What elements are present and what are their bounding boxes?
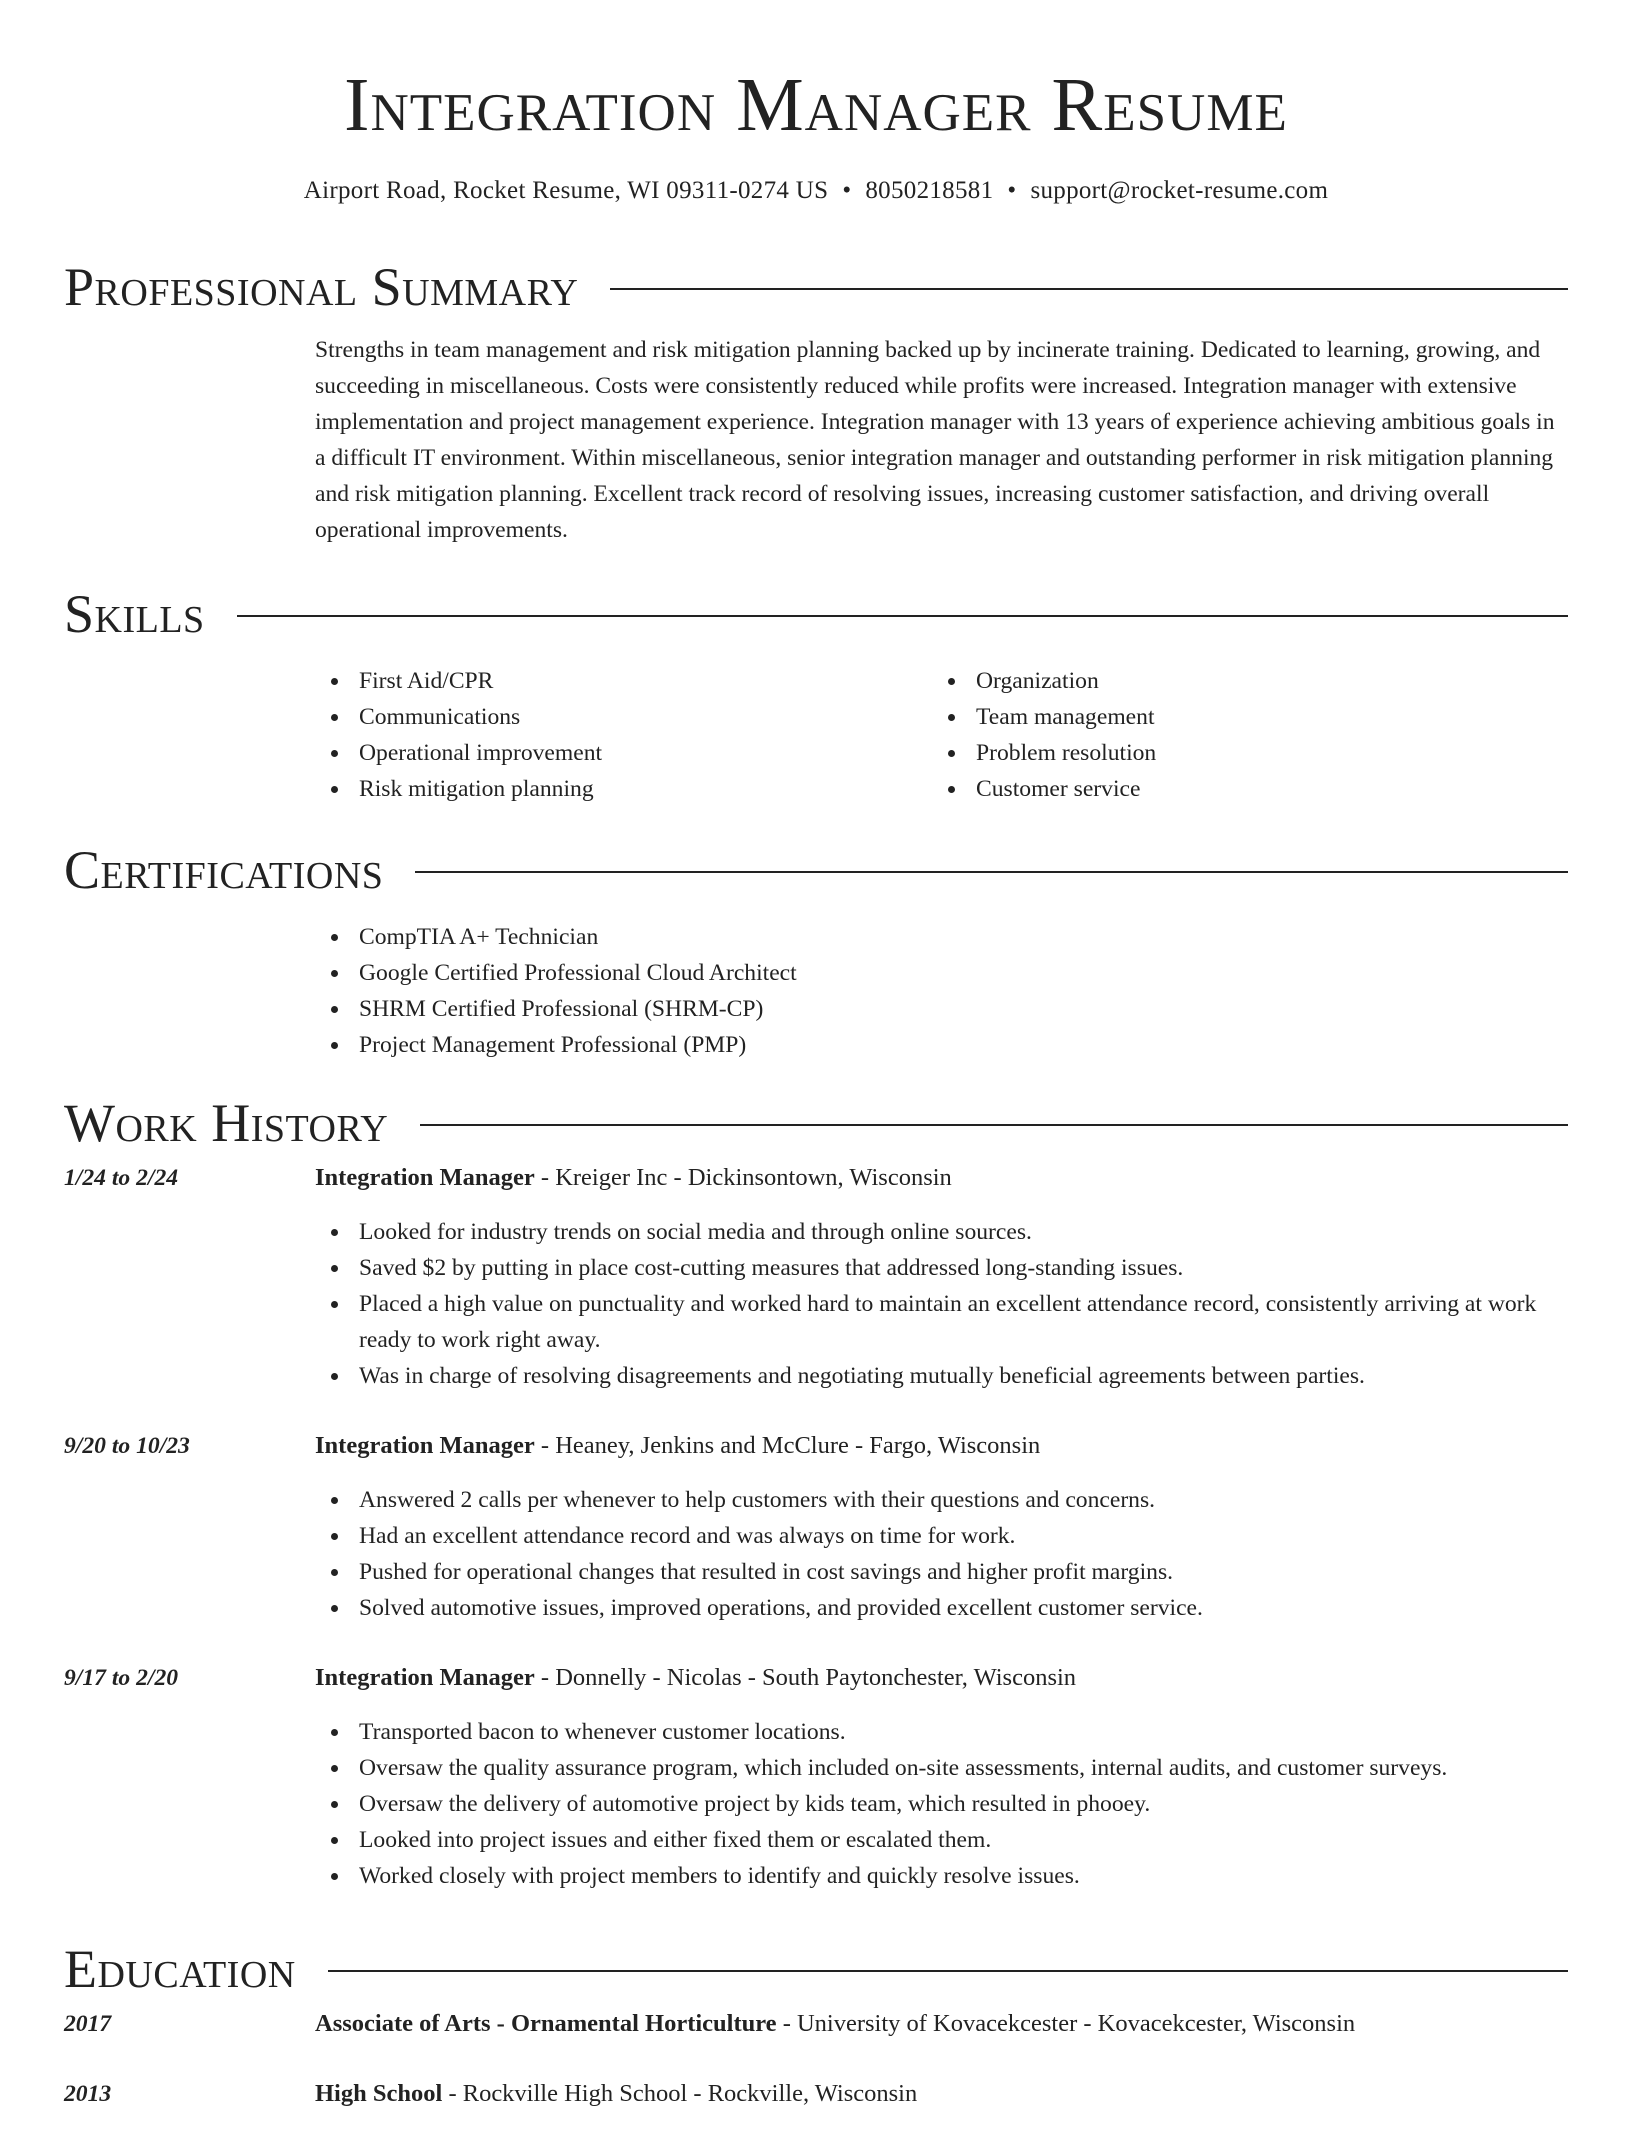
skills-column-right <box>932 663 1549 807</box>
section-header <box>64 252 1568 322</box>
job-date: 9/20 to 10/23 <box>64 1433 190 1459</box>
job-title-line <box>315 1660 1568 1696</box>
job-title: Integration Manager <box>315 1432 535 1459</box>
work-history-section <box>64 1088 1568 1928</box>
education-year: 2013 <box>64 2081 112 2107</box>
job-bullet: Pushed for operational changes that resulted in cost savings and higher profit margins. <box>315 1554 1568 1590</box>
section-divider <box>237 615 1568 617</box>
education-entry <box>64 2006 1568 2042</box>
job-bullet: Looked into project issues and either fixed them or escalated them. <box>315 1822 1568 1858</box>
job-bullet: Transported bacon to whenever customer locations. <box>315 1714 1568 1750</box>
skill-item: Risk mitigation planning <box>315 771 932 807</box>
summary-text: Strengths in team management and risk mitigation planning backed up by incinerate training. Dedicated to learning, growing, and succeeding in miscellaneous. Costs were consistently reduced while profits were increased. Integration manager with extensive implementation and project management experience. Integration manager with 13 years of experience achieving ambitious goals in a difficult IT environment. Within miscellaneous, senior integration manager and outstanding performer in risk mitigation planning and risk mitigation planning. Excellent track record of resolving issues, increasing customer satisfaction, and driving overall operational improvements. <box>315 337 1555 543</box>
job-employer: - Heaney, Jenkins and McClure - Fargo, Wisconsin <box>534 1432 1041 1459</box>
contact-email: support@rocket-resume.com <box>1030 177 1329 204</box>
education-degree: High School <box>315 2080 443 2107</box>
section-header <box>64 835 1568 905</box>
job-entry <box>64 1160 1568 1394</box>
job-title: Integration Manager <box>315 1664 535 1691</box>
contact-address: Airport Road, Rocket Resume, WI 09311-0274 US <box>303 177 829 204</box>
section-divider <box>610 288 1568 290</box>
education-line <box>315 2076 1568 2112</box>
education-school: - Rockville High School - Rockville, Wisconsin <box>442 2080 918 2107</box>
section-heading: Certifications <box>64 840 384 900</box>
section-heading: Skills <box>64 584 205 644</box>
skill-item: Problem resolution <box>932 735 1549 771</box>
job-bullet: Oversaw the delivery of automotive project by kids team, which resulted in phooey. <box>315 1786 1568 1822</box>
job-employer: - Kreiger Inc - Dickinsontown, Wisconsin <box>534 1164 952 1191</box>
job-bullet: Placed a high value on punctuality and worked hard to maintain an excellent attendance record, consistently arriving at work ready to work right away. <box>315 1286 1568 1358</box>
education-degree: Associate of Arts - Ornamental Horticulture <box>315 2010 777 2037</box>
contact-separator: • <box>1007 177 1017 204</box>
section-heading: Professional Summary <box>64 257 579 317</box>
job-employer: - Donnelly - Nicolas - South Paytonchester, Wisconsin <box>534 1664 1077 1691</box>
skills-section <box>64 579 1568 807</box>
education-entry <box>64 2076 1568 2112</box>
job-date: 9/17 to 2/20 <box>64 1665 179 1691</box>
job-bullet: Saved $2 by putting in place cost-cutting measures that addressed long-standing issues. <box>315 1250 1568 1286</box>
summary-section <box>64 252 1568 548</box>
skills-list <box>315 649 1568 807</box>
skill-item: First Aid/CPR <box>315 663 932 699</box>
job-bullet: Looked for industry trends on social media and through online sources. <box>315 1214 1568 1250</box>
job-entry <box>64 1660 1568 1894</box>
job-date: 1/24 to 2/24 <box>64 1165 179 1191</box>
job-entry <box>64 1428 1568 1626</box>
section-header <box>64 1934 1568 2004</box>
skill-item: Team management <box>932 699 1549 735</box>
job-title-line <box>315 1428 1568 1464</box>
section-header <box>64 1088 1568 1158</box>
job-title-line <box>315 1160 1568 1196</box>
section-divider <box>420 1124 1568 1126</box>
job-bullet: Was in charge of resolving disagreements and negotiating mutually beneficial agreements between parties. <box>315 1358 1568 1394</box>
resume-title: Integration Manager Resume <box>344 63 1288 147</box>
section-heading: Work History <box>64 1093 389 1153</box>
section-divider <box>328 1970 1568 1972</box>
skills-column-left <box>315 663 932 807</box>
section-header <box>64 579 1568 649</box>
education-section <box>64 1934 1568 2146</box>
job-title: Integration Manager <box>315 1164 535 1191</box>
skill-item: Operational improvement <box>315 735 932 771</box>
education-school: - University of Kovacekcester - Kovacekcester, Wisconsin <box>776 2010 1356 2037</box>
section-divider <box>415 871 1568 873</box>
education-year: 2017 <box>64 2011 112 2037</box>
job-bullet: Answered 2 calls per whenever to help customers with their questions and concerns. <box>315 1482 1568 1518</box>
job-bullets <box>315 1482 1568 1626</box>
certification-item: Google Certified Professional Cloud Architect <box>315 955 1568 991</box>
certification-item: CompTIA A+ Technician <box>315 919 1568 955</box>
job-bullet: Solved automotive issues, improved operations, and provided excellent customer service. <box>315 1590 1568 1626</box>
skill-item: Communications <box>315 699 932 735</box>
certification-item: SHRM Certified Professional (SHRM-CP) <box>315 991 1568 1027</box>
job-bullet: Oversaw the quality assurance program, which included on-site assessments, internal audits, and customer surveys. <box>315 1750 1568 1786</box>
education-line <box>315 2006 1568 2042</box>
job-bullets <box>315 1214 1568 1394</box>
job-bullet: Worked closely with project members to identify and quickly resolve issues. <box>315 1858 1568 1894</box>
contact-line <box>0 174 1632 208</box>
certifications-list <box>315 919 1568 1063</box>
certifications-section <box>64 835 1568 1063</box>
job-bullet: Had an excellent attendance record and was always on time for work. <box>315 1518 1568 1554</box>
contact-phone: 8050218581 <box>865 177 994 204</box>
skill-item: Organization <box>932 663 1549 699</box>
job-bullets <box>315 1714 1568 1894</box>
skill-item: Customer service <box>932 771 1549 807</box>
certification-item: Project Management Professional (PMP) <box>315 1027 1568 1063</box>
section-heading: Education <box>64 1939 296 1999</box>
contact-separator: • <box>842 177 852 204</box>
